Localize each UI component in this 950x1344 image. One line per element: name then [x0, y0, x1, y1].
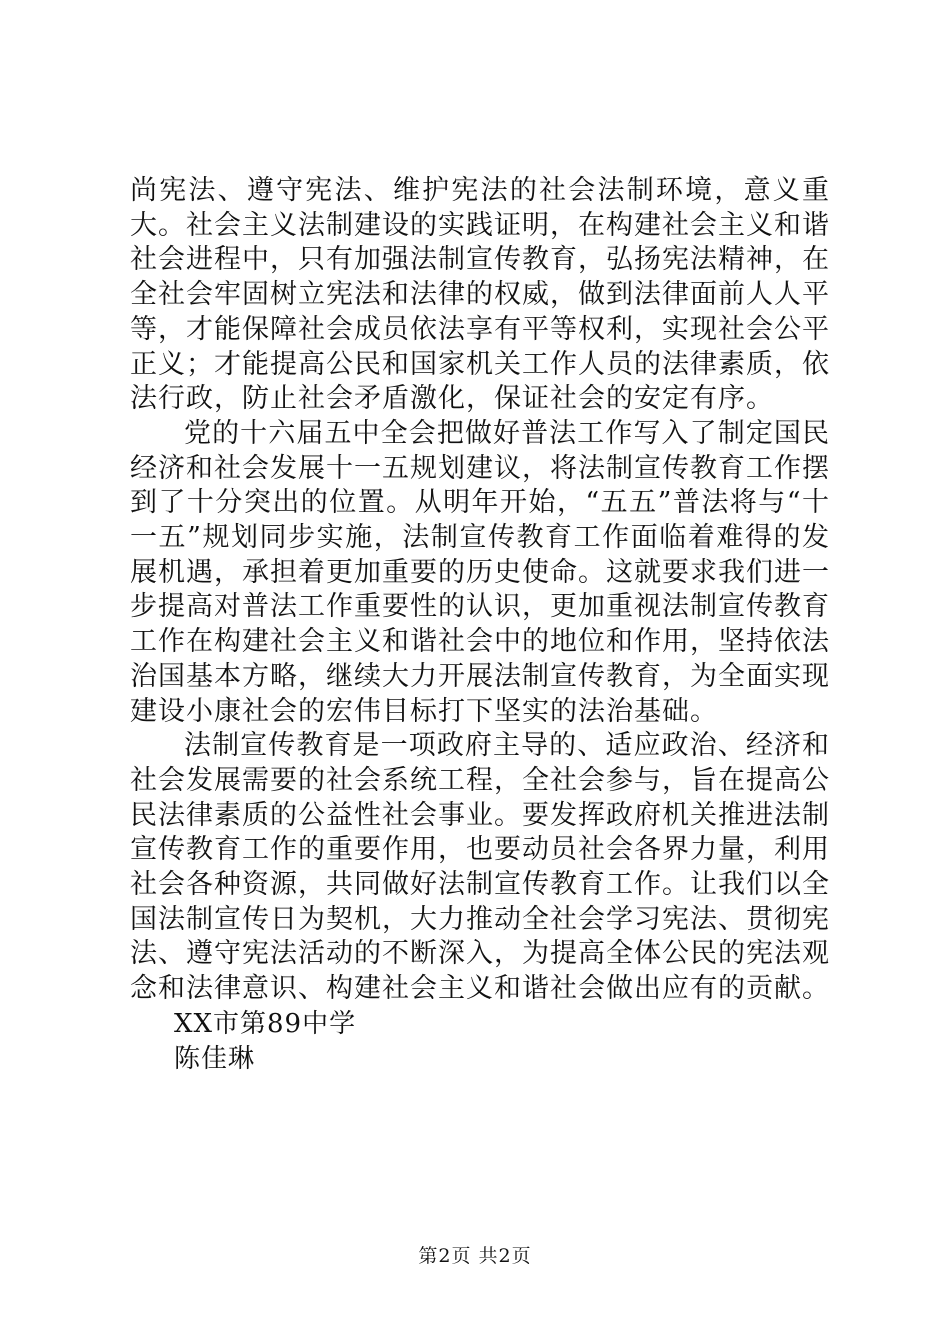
page-footer: 第2页 共2页	[418, 1245, 532, 1267]
paragraph-legal-education: 法制宣传教育是一项政府主导的、适应政治、经济和社会发展需要的社会系统工程，全社会参与，旨在提高公民法律素质的公益性社会事业。要发挥政府机关推进法制宣传教育工作的重要作用，也要动员社会各界力量，利用社会各种资源，共同做好法制宣传教育工作。让我们以全国法制宣传日为契机，大力推动全社会学习宪法、贯彻宪法、遵守宪法活动的不断深入，为提高全体公民的宪法观念和法律意识、构建社会主义和谐社会做出应有的贡献。	[130, 730, 830, 1005]
signature-name: 陈佳琳	[174, 1043, 256, 1074]
signature-organization: XX市第89中学	[174, 1008, 357, 1039]
paragraph-plenary-session: 党的十六届五中全会把做好普法工作写入了制定国民经济和社会发展十一五规划建议，将法制宣传教育工作摆到了十分突出的位置。从明年开始，“五五”普法将与“十一五”规划同步实施，法制宣传教育工作面临着难得的发展机遇，承担着更加重要的历史使命。这就要求我们进一步提高对普法工作重要性的认识，更加重视法制宣传教育工作在构建社会主义和谐社会中的地位和作用，坚持依法治国基本方略，继续大力开展法制宣传教育，为全面实现建设小康社会的宏伟目标打下坚实的法治基础。	[130, 417, 830, 727]
document-body	[130, 174, 830, 1076]
paragraph-continuation: 尚宪法、遵守宪法、维护宪法的社会法制环境，意义重大。社会主义法制建设的实践证明，在构建社会主义和谐社会进程中，只有加强法制宣传教育，弘扬宪法精神，在全社会牢固树立宪法和法律的权威，做到法律面前人人平等，才能保障社会成员依法享有平等权利，实现社会公平正义；才能提高公民和国家机关工作人员的法律素质，依法行政，防止社会矛盾激化，保证社会的安定有序。	[130, 175, 830, 415]
